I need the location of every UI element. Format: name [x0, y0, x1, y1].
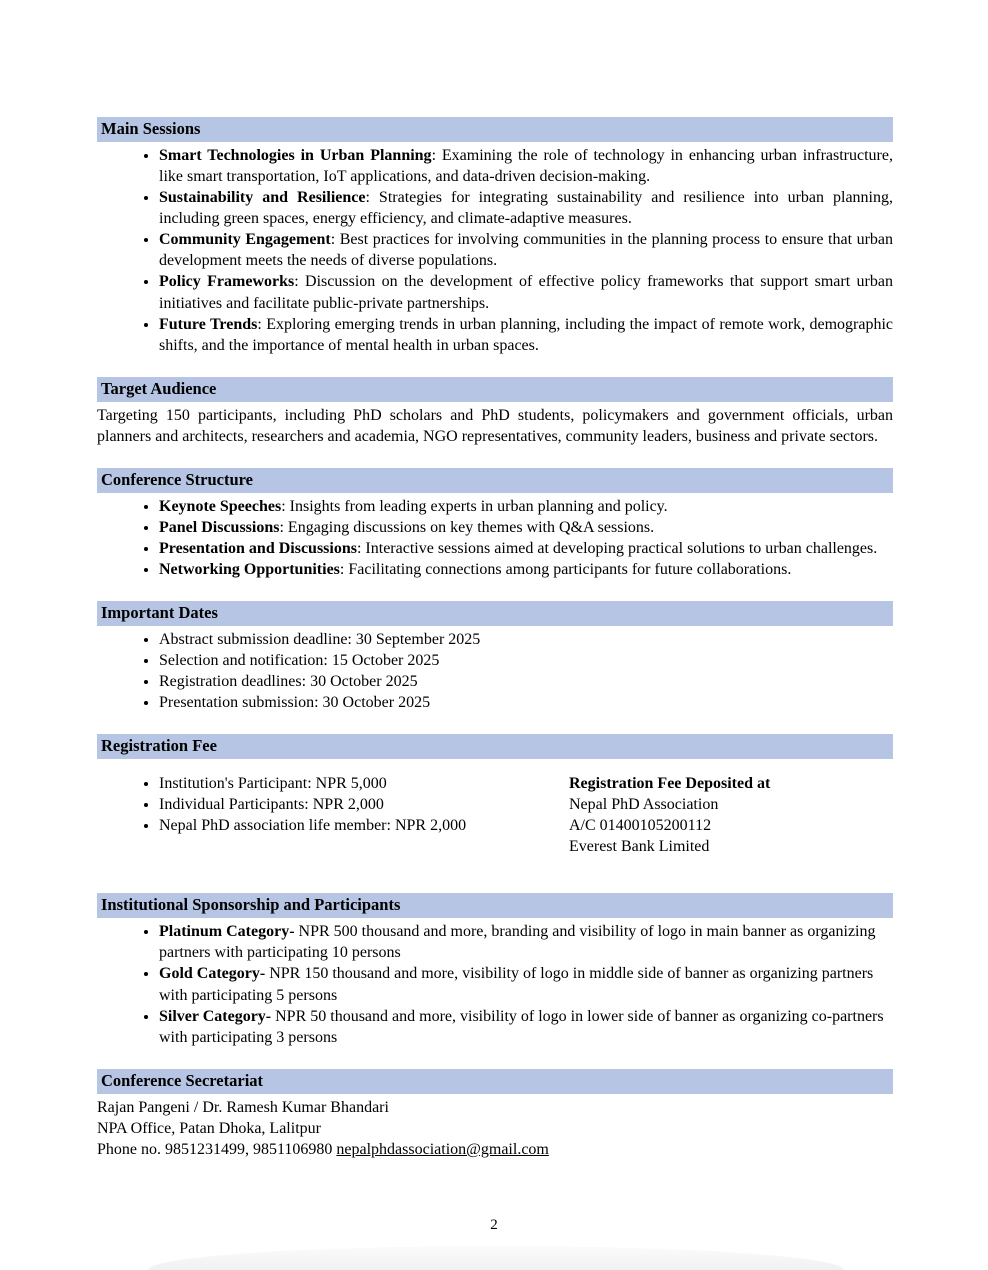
bottom-shadow-artifact	[148, 1246, 844, 1270]
secretariat-phone-line	[97, 1139, 893, 1160]
bullet-lead: Presentation and Discussions	[159, 539, 357, 557]
section-header-conference-structure: Conference Structure	[97, 468, 893, 493]
important-dates-list	[97, 629, 893, 713]
section-registration-fee	[97, 734, 893, 857]
bullet-text: : Engaging discussions on key themes with Q&A sessions.	[279, 518, 655, 536]
email-link[interactable]: nepalphdassociation@gmail.com	[336, 1140, 549, 1158]
section-secretariat	[97, 1069, 893, 1160]
deposit-info-column	[569, 773, 893, 857]
bullet-lead: Policy Frameworks	[159, 273, 295, 291]
bullet-text: Registration deadlines: 30 October 2025	[159, 673, 418, 691]
bullet-text: Individual Participants: NPR 2,000	[159, 796, 384, 814]
list-item	[159, 692, 893, 713]
bullet-text: Abstract submission deadline: 30 September 2025	[159, 630, 481, 648]
registration-fee-list	[97, 773, 569, 836]
section-header-secretariat: Conference Secretariat	[97, 1069, 893, 1094]
list-item	[159, 773, 569, 794]
section-header-registration-fee: Registration Fee	[97, 734, 893, 759]
main-sessions-list	[97, 145, 893, 356]
bullet-text: : Interactive sessions aimed at developing practical solutions to urban challenges.	[356, 539, 878, 557]
list-item	[159, 271, 893, 313]
bullet-text: : Examining the role of technology in enhancing urban infrastructure, like smart transportation, IoT applications, and data-driven decision-making.	[159, 146, 893, 185]
bullet-lead: Keynote Speeches	[159, 497, 282, 515]
phone-numbers: Phone no. 9851231499, 9851106980	[97, 1140, 333, 1158]
list-item	[159, 650, 893, 671]
section-sponsorship	[97, 893, 893, 1047]
bullet-text: NPR 500 thousand and more, branding and visibility of logo in main banner as organizing partners with participating 10 persons	[159, 923, 876, 962]
conference-structure-list	[97, 496, 893, 580]
registration-fee-columns	[97, 773, 893, 857]
bullet-text: NPR 150 thousand and more, visibility of logo in middle side of banner as organizing partners with participating 5 persons	[159, 965, 874, 1004]
section-header-important-dates: Important Dates	[97, 601, 893, 626]
section-header-sponsorship: Institutional Sponsorship and Participants	[97, 893, 893, 918]
list-item	[159, 963, 893, 1005]
bullet-text: Selection and notification: 15 October 2025	[159, 651, 440, 669]
deposit-title: Registration Fee Deposited at	[569, 775, 771, 793]
list-item	[159, 921, 893, 963]
list-item	[159, 538, 893, 559]
list-item	[159, 815, 569, 836]
bullet-text: : Exploring emerging trends in urban planning, including the impact of remote work, demographic shifts, and the importance of mental health in urban spaces.	[159, 315, 894, 354]
list-item	[159, 1006, 893, 1048]
section-target-audience	[97, 377, 893, 447]
bullet-lead: Gold Category-	[159, 965, 266, 983]
list-item	[159, 794, 569, 815]
sponsorship-list	[97, 921, 893, 1048]
list-item	[159, 145, 893, 187]
bullet-text: : Strategies for integrating sustainability and resilience into urban planning, including green spaces, energy efficiency, and climate-adaptive measures.	[159, 188, 894, 228]
deposit-line: A/C 01400105200112	[569, 817, 712, 835]
secretariat-address: NPA Office, Patan Dhoka, Lalitpur	[97, 1119, 321, 1137]
bullet-text: Presentation submission: 30 October 2025	[159, 694, 431, 712]
document-page	[97, 117, 893, 1181]
fee-list-column	[97, 773, 569, 857]
bullet-lead: Platinum Category-	[159, 923, 295, 941]
list-item	[159, 187, 893, 229]
bullet-lead: Future Trends	[159, 315, 258, 333]
list-item	[159, 229, 893, 271]
list-item	[159, 559, 893, 580]
list-item	[159, 517, 893, 538]
deposit-line: Everest Bank Limited	[569, 838, 710, 856]
bullet-text: Institution's Participant: NPR 5,000	[159, 775, 387, 793]
list-item	[159, 314, 893, 356]
bullet-text: : Discussion on the development of effective policy frameworks that support smart urban initiatives and facilitate public-private partnerships.	[159, 273, 893, 312]
bullet-text: : Best practices for involving communities in the planning process to ensure that urban development meets the needs of diverse populations.	[159, 231, 894, 270]
secretariat-contacts: Rajan Pangeni / Dr. Ramesh Kumar Bhandari	[97, 1098, 389, 1116]
list-item	[159, 671, 893, 692]
section-important-dates	[97, 601, 893, 713]
target-audience-paragraph: Targeting 150 participants, including PhD scholars and PhD students, policymakers and government officials, urban planners and architects, researchers and academia, NGO representatives, community leaders, business and private sectors.	[97, 406, 893, 445]
section-header-target-audience: Target Audience	[97, 377, 893, 402]
bullet-text: Nepal PhD association life member: NPR 2,000	[159, 817, 467, 835]
bullet-lead: Silver Category-	[159, 1007, 272, 1025]
section-conference-structure	[97, 468, 893, 580]
deposit-line: Nepal PhD Association	[569, 796, 719, 814]
bullet-text: : Insights from leading experts in urban planning and policy.	[281, 497, 668, 515]
section-main-sessions	[97, 117, 893, 356]
bullet-text: : Facilitating connections among participants for future collaborations.	[339, 560, 792, 578]
bullet-lead: Panel Discussions	[159, 518, 280, 536]
list-item	[159, 629, 893, 650]
bullet-lead: Networking Opportunities	[159, 560, 340, 578]
page-number: 2	[490, 1217, 498, 1233]
bullet-text: NPR 50 thousand and more, visibility of logo in lower side of banner as organizing co-partners with participating 3 persons	[159, 1007, 884, 1046]
bullet-lead: Smart Technologies in Urban Planning	[159, 146, 432, 164]
section-header-main-sessions: Main Sessions	[97, 117, 893, 142]
bullet-lead: Community Engagement	[159, 231, 331, 249]
list-item	[159, 496, 893, 517]
bullet-lead: Sustainability and Resilience	[159, 188, 366, 206]
